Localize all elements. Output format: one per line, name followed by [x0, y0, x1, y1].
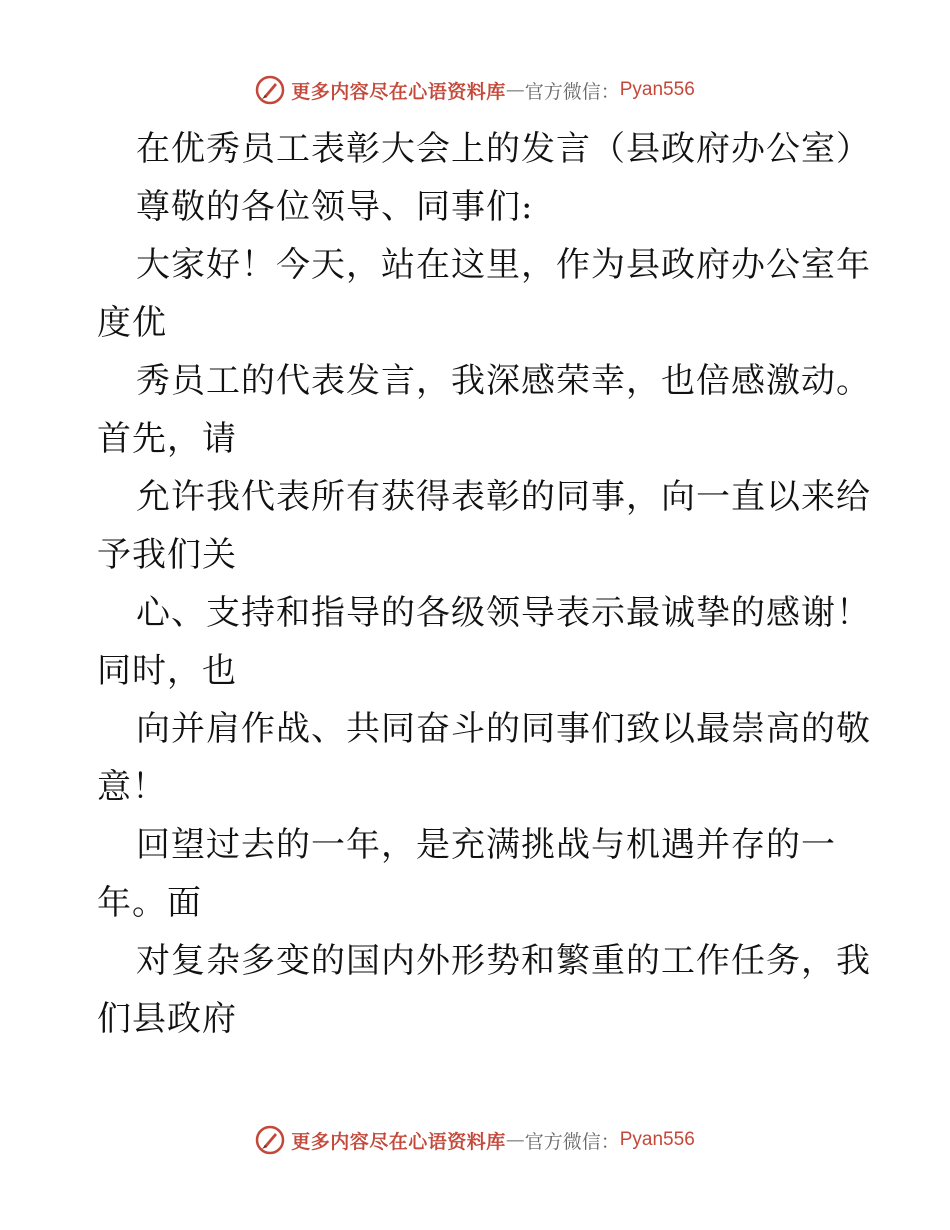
text-line: 予我们关 [97, 535, 237, 575]
footer-brand-text: 更多内容尽在心语资料库 [291, 1130, 506, 1153]
footer-wechat-id: Pyan556 [619, 1129, 695, 1150]
header-wechat-label: 官方微信： [524, 80, 620, 103]
footer-dash: — [505, 1129, 525, 1151]
text-line: 们县政府 [97, 999, 237, 1039]
text-line: 同时，也 [97, 651, 237, 691]
text-line: 年。面 [97, 883, 202, 923]
text-line: 向并肩作战、共同奋斗的同事们致以最崇高的敬 [136, 709, 871, 749]
text-line: 在优秀员工表彰大会上的发言（县政府办公室） [136, 129, 871, 169]
text-line: 度优 [97, 303, 167, 343]
header-brand-text: 更多内容尽在心语资料库 [291, 80, 506, 103]
text-line: 意！ [97, 767, 167, 807]
header-dash: — [505, 79, 525, 101]
text-line: 首先，请 [97, 419, 237, 459]
header-banner[interactable] [0, 70, 950, 110]
quill-pen-icon [255, 1125, 285, 1155]
text-line: 对复杂多变的国内外形势和繁重的工作任务，我 [136, 941, 871, 981]
text-line: 允许我代表所有获得表彰的同事，向一直以来给 [136, 477, 871, 517]
speech-body [97, 120, 871, 1048]
footer-wechat-label: 官方微信： [524, 1130, 620, 1153]
text-line: 大家好！今天，站在这里，作为县政府办公室年 [136, 245, 871, 285]
footer-banner[interactable] [0, 1120, 950, 1160]
header-wechat-id: Pyan556 [619, 79, 695, 100]
quill-pen-icon [255, 75, 285, 105]
text-line: 回望过去的一年，是充满挑战与机遇并存的一 [136, 825, 836, 865]
text-line: 尊敬的各位领导、同事们: [136, 187, 534, 227]
text-line: 秀员工的代表发言，我深感荣幸，也倍感激动。 [136, 361, 871, 401]
text-line: 心、支持和指导的各级领导表示最诚挚的感谢！ [136, 593, 871, 633]
